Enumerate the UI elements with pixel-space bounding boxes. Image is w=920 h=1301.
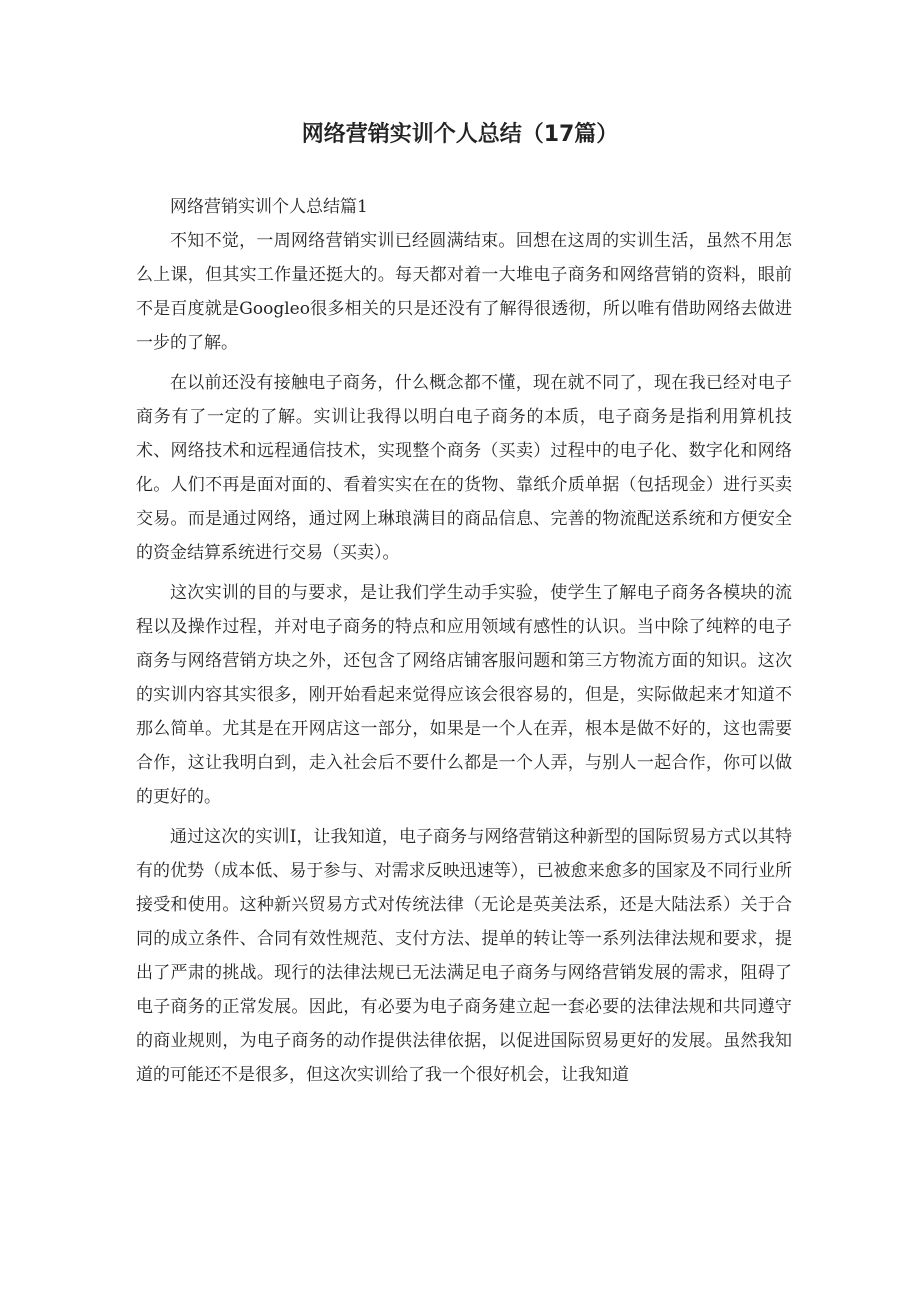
paragraph-4: 通过这次的实训I，让我知道，电子商务与网络营销这种新型的国际贸易方式以其特有的优势（成本低、易于参与、对需求反映迅速等），已被愈来愈多的国家及不同行业所接受和使用。这种新兴贸易方式对传统法律（无论是英美法系，还是大陆法系）关于合同的成立条件、合同有效性规范、支付方法、提单的转让等一系列法律法规和要求，提出了严肃的挑战。现行的法律法规已无法满足电子商务与网络营销发展的需求，阻碍了电子商务的正常发展。因此，有必要为电子商务建立起一套必要的法律法规和共同遵守的商业规则，为电子商务的动作提供法律依据，以促进国际贸易更好的发展。虽然我知道的可能还不是很多，但这次实训给了我一个很好机会，让我知道	[136, 827, 792, 1085]
section-heading: 网络营销实训个人总结篇1	[170, 197, 368, 217]
paragraph-1: 不知不觉，一周网络营销实训已经圆满结束。回想在这周的实训生活，虽然不用怎么上课，但其实工作量还挺大的。每天都对着一大堆电子商务和网络营销的资料，眼前不是百度就是Googleo很多相关的只是还没有了解得很透彻，所以唯有借助网络去做进一步的了解。	[136, 231, 792, 353]
document-title: 网络营销实训个人总结（17篇）	[301, 122, 619, 147]
document-body	[136, 190, 792, 1098]
paragraph-3: 这次实训的目的与要求，是让我们学生动手实验，使学生了解电子商务各模块的流程以及操作过程，并对电子商务的特点和应用领域有感性的认识。当中除了纯粹的电子商务与网络营销方块之外，还包含了网络店铺客服问题和第三方物流方面的知识。这次的实训内容其实很多，刚开始看起来觉得应该会很容易的，但是，实际做起来才知道不那么简单。尤其是在开网店这一部分，如果是一个人在弄，根本是做不好的，这也需要合作，这让我明白到，走入社会后不要什么都是一个人弄，与别人一起合作，你可以做的更好的。	[136, 583, 792, 807]
paragraph-2: 在以前还没有接触电子商务，什么概念都不懂，现在就不同了，现在我已经对电子商务有了一定的了解。实训让我得以明白电子商务的本质，电子商务是指利用算机技术、网络技术和远程通信技术，实现整个商务（买卖）过程中的电子化、数字化和网络化。人们不再是面对面的、看着实实在在的货物、靠纸介质单据（包括现金）进行买卖交易。而是通过网络，通过网上琳琅满目的商品信息、完善的物流配送系统和方便安全的资金结算系统进行交易（买卖）。	[136, 373, 792, 563]
